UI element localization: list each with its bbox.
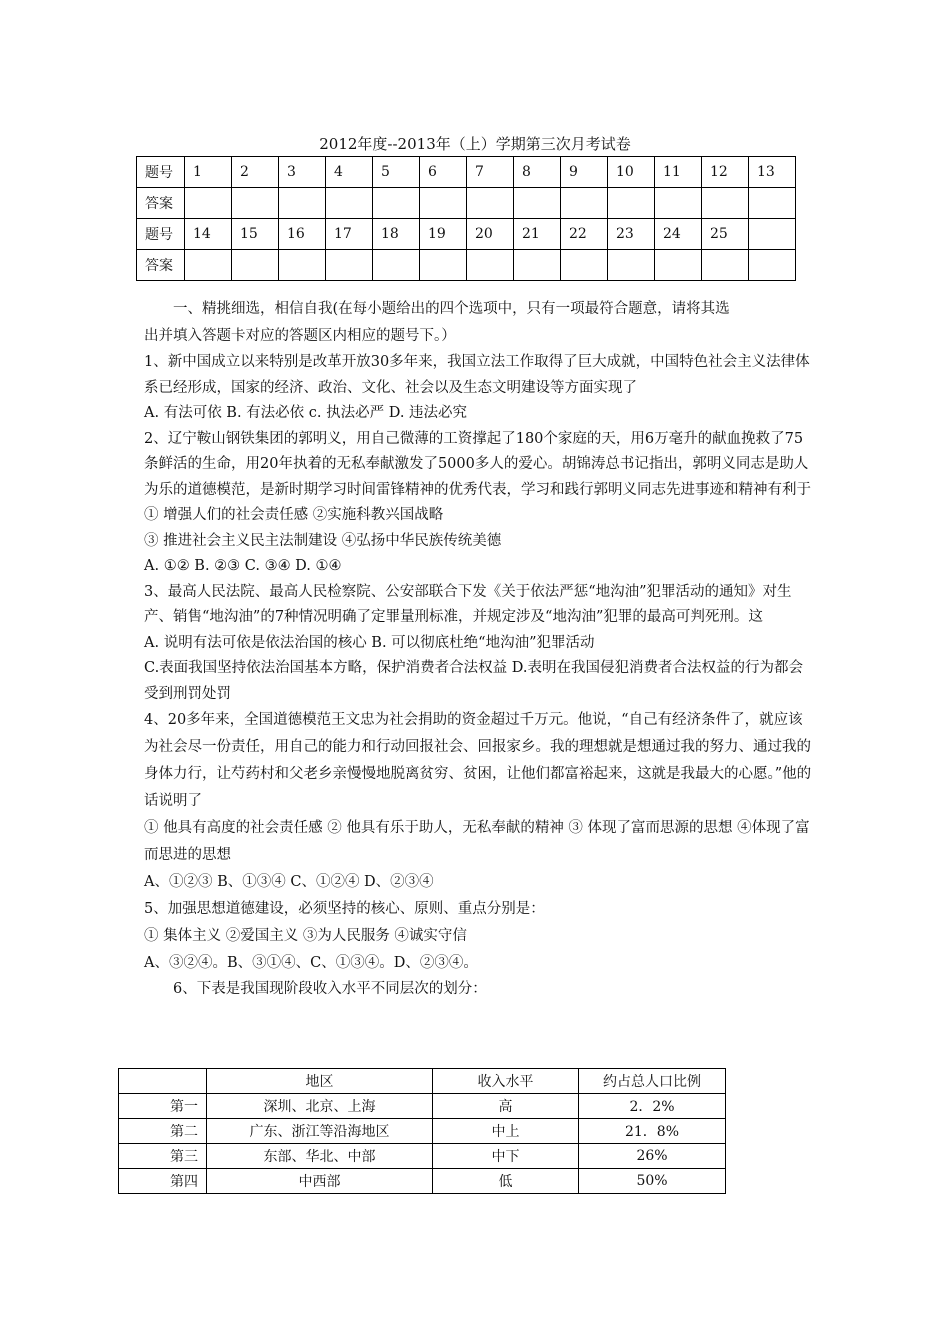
- answer-sheet-table: [136, 156, 796, 281]
- answer-cell[interactable]: [608, 188, 655, 219]
- row-label: 题号: [137, 219, 185, 250]
- question-number: 5: [373, 157, 420, 188]
- question-number: 17: [326, 219, 373, 250]
- answer-cell[interactable]: [514, 250, 561, 281]
- table-header-row: [119, 1069, 726, 1094]
- income-level-table: [118, 1068, 726, 1194]
- row-label: 答案: [137, 188, 185, 219]
- table-header-cell: 收入水平: [433, 1069, 579, 1094]
- table-cell: 广东、浙江等沿海地区: [207, 1119, 433, 1144]
- question-number: 9: [561, 157, 608, 188]
- table-cell: 50%: [579, 1169, 726, 1194]
- table-cell: 第一: [119, 1094, 207, 1119]
- answer-cell[interactable]: [467, 250, 514, 281]
- question-5-items: ① 集体主义 ②爱国主义 ③为人民服务 ④诚实守信: [144, 928, 467, 944]
- table-row: [119, 1169, 726, 1194]
- question-number: 2: [232, 157, 279, 188]
- answer-cell[interactable]: [185, 188, 232, 219]
- question-3-options: C.表面我国坚持依法治国基本方略，保护消费者合法权益 D.表明在我国侵犯消费者合法权益的行为都会受到刑罚处罚: [144, 660, 804, 702]
- question-6-stem: 6、下表是我国现阶段收入水平不同层次的划分：: [173, 981, 487, 997]
- answer-cell[interactable]: [373, 188, 420, 219]
- exam-title: 2012年度--2013年（上）学期第三次月考试卷: [319, 135, 631, 153]
- question-number: 11: [655, 157, 702, 188]
- question-number: 19: [420, 219, 467, 250]
- question-number: 21: [514, 219, 561, 250]
- question-1-options: A. 有法可依 B. 有法必依 c. 执法必严 D. 违法必究: [144, 405, 468, 421]
- question-2-items: ③ 推进社会主义民主法制建设 ④弘扬中华民族传统美德: [144, 532, 502, 549]
- answer-cell[interactable]: [561, 250, 608, 281]
- question-number: 20: [467, 219, 514, 250]
- table-cell: 第四: [119, 1169, 207, 1194]
- question-number: 16: [279, 219, 326, 250]
- answer-sheet-number-row: [137, 219, 796, 250]
- answer-cell[interactable]: [514, 188, 561, 219]
- answer-cell[interactable]: [749, 188, 796, 219]
- question-2-options: A. ①② B. ②③ C. ③④ D. ①④: [144, 558, 342, 574]
- question-5-stem: 5、加强思想道德建设，必须坚持的核心、原则、重点分别是：: [144, 901, 545, 917]
- table-row: [119, 1144, 726, 1169]
- answer-cell[interactable]: [326, 188, 373, 219]
- question-number: 15: [232, 219, 279, 250]
- answer-cell[interactable]: [608, 250, 655, 281]
- answer-cell[interactable]: [420, 188, 467, 219]
- table-cell: 第二: [119, 1119, 207, 1144]
- table-cell: 2．2%: [579, 1094, 726, 1119]
- table-cell: 低: [433, 1169, 579, 1194]
- answer-sheet-answer-row: [137, 188, 796, 219]
- table-row: [119, 1094, 726, 1119]
- table-cell: 中上: [433, 1119, 579, 1144]
- table-cell: 高: [433, 1094, 579, 1119]
- question-number: 3: [279, 157, 326, 188]
- question-number: 13: [749, 157, 796, 188]
- question-number: 8: [514, 157, 561, 188]
- question-number: 6: [420, 157, 467, 188]
- question-number: 18: [373, 219, 420, 250]
- section-heading-continued: 出并填入答题卡对应的答题区内相应的题号下。）: [144, 328, 456, 344]
- table-header-cell: 约占总人口比例: [579, 1069, 726, 1094]
- question-5-options: A、③②④。B、③①④、C、①③④。D、②③④。: [144, 955, 478, 971]
- answer-cell[interactable]: [326, 250, 373, 281]
- question-number: 1: [185, 157, 232, 188]
- section-heading: 一、精挑细选，相信自我(在每小题给出的四个选项中，只有一项最符合题意，请将其选: [173, 301, 730, 317]
- answer-cell[interactable]: [561, 188, 608, 219]
- question-number: 23: [608, 219, 655, 250]
- answer-cell[interactable]: [373, 250, 420, 281]
- answer-cell[interactable]: [702, 250, 749, 281]
- answer-cell[interactable]: [655, 250, 702, 281]
- answer-cell[interactable]: [467, 188, 514, 219]
- question-number: [749, 219, 796, 250]
- answer-cell[interactable]: [655, 188, 702, 219]
- question-number: 22: [561, 219, 608, 250]
- question-3-stem: 3、最高人民法院、最高人民检察院、公安部联合下发《关于依法严惩“地沟油”犯罪活动的通知》对生产、销售“地沟油”的7种情况明确了定罪量刑标准，并规定涉及“地沟油”犯罪的最高可判死刑。这: [144, 583, 792, 625]
- table-row: [119, 1119, 726, 1144]
- question-2-items: ① 增强人们的社会责任感 ②实施科教兴国战略: [144, 507, 444, 523]
- table-cell: 东部、华北、中部: [207, 1144, 433, 1169]
- answer-sheet-number-row: [137, 157, 796, 188]
- table-header-cell: [119, 1069, 207, 1094]
- table-cell: 中西部: [207, 1169, 433, 1194]
- question-number: 10: [608, 157, 655, 188]
- row-label: 题号: [137, 157, 185, 188]
- question-number: 12: [702, 157, 749, 188]
- answer-cell[interactable]: [702, 188, 749, 219]
- answer-cell[interactable]: [185, 250, 232, 281]
- table-cell: 中下: [433, 1144, 579, 1169]
- table-header-cell: 地区: [207, 1069, 433, 1094]
- question-number: 14: [185, 219, 232, 250]
- answer-sheet-answer-row: [137, 250, 796, 281]
- question-number: 24: [655, 219, 702, 250]
- question-2-stem: 2、辽宁鞍山钢铁集团的郭明义，用自己微薄的工资撑起了180个家庭的天，用6万毫升的献血挽救了75条鲜活的生命，用20年执着的无私奉献激发了5000多人的爱心。胡锦涛总书记指出，郭明义同志是助人为乐的道德模范，是新时期学习时间雷锋精神的优秀代表，学习和践行郭明义同志先进事迹和精神有利于: [144, 430, 811, 498]
- table-cell: 21．8%: [579, 1119, 726, 1144]
- answer-cell[interactable]: [279, 188, 326, 219]
- answer-cell[interactable]: [232, 250, 279, 281]
- question-4-options: A、①②③ B、①③④ C、①②④ D、②③④: [144, 874, 434, 890]
- question-number: 25: [702, 219, 749, 250]
- table-cell: 第三: [119, 1144, 207, 1169]
- answer-cell[interactable]: [279, 250, 326, 281]
- table-cell: 深圳、北京、上海: [207, 1094, 433, 1119]
- question-4-items: ① 他具有高度的社会责任感 ② 他具有乐于助人，无私奉献的精神 ③ 体现了富而思源的思想 ④体现了富而思进的思想: [144, 820, 810, 863]
- question-1-stem: 1、新中国成立以来特别是改革开放30多年来，我国立法工作取得了巨大成就，中国特色社会主义法律体系已经形成，国家的经济、政治、文化、社会以及生态文明建设等方面实现了: [144, 354, 810, 396]
- answer-cell[interactable]: [420, 250, 467, 281]
- table-cell: 26%: [579, 1144, 726, 1169]
- question-4-stem: 4、20多年来，全国道德模范王文忠为社会捐助的资金超过千万元。他说，“自己有经济条件了，就应该为社会尽一份责任，用自己的能力和行动回报社会、回报家乡。我的理想就是想通过我的努力、通过我的身体力行，让芍药村和父老乡亲慢慢地脱离贫穷、贫困，让他们都富裕起来，这就是我最大的心愿。”他的话说明了: [144, 712, 812, 809]
- question-number: 7: [467, 157, 514, 188]
- exam-content: [144, 296, 816, 1003]
- answer-cell[interactable]: [749, 250, 796, 281]
- row-label: 答案: [137, 250, 185, 281]
- question-number: 4: [326, 157, 373, 188]
- question-3-options: A. 说明有法可依是依法治国的核心 B. 可以彻底杜绝“地沟油”犯罪活动: [144, 634, 595, 651]
- answer-cell[interactable]: [232, 188, 279, 219]
